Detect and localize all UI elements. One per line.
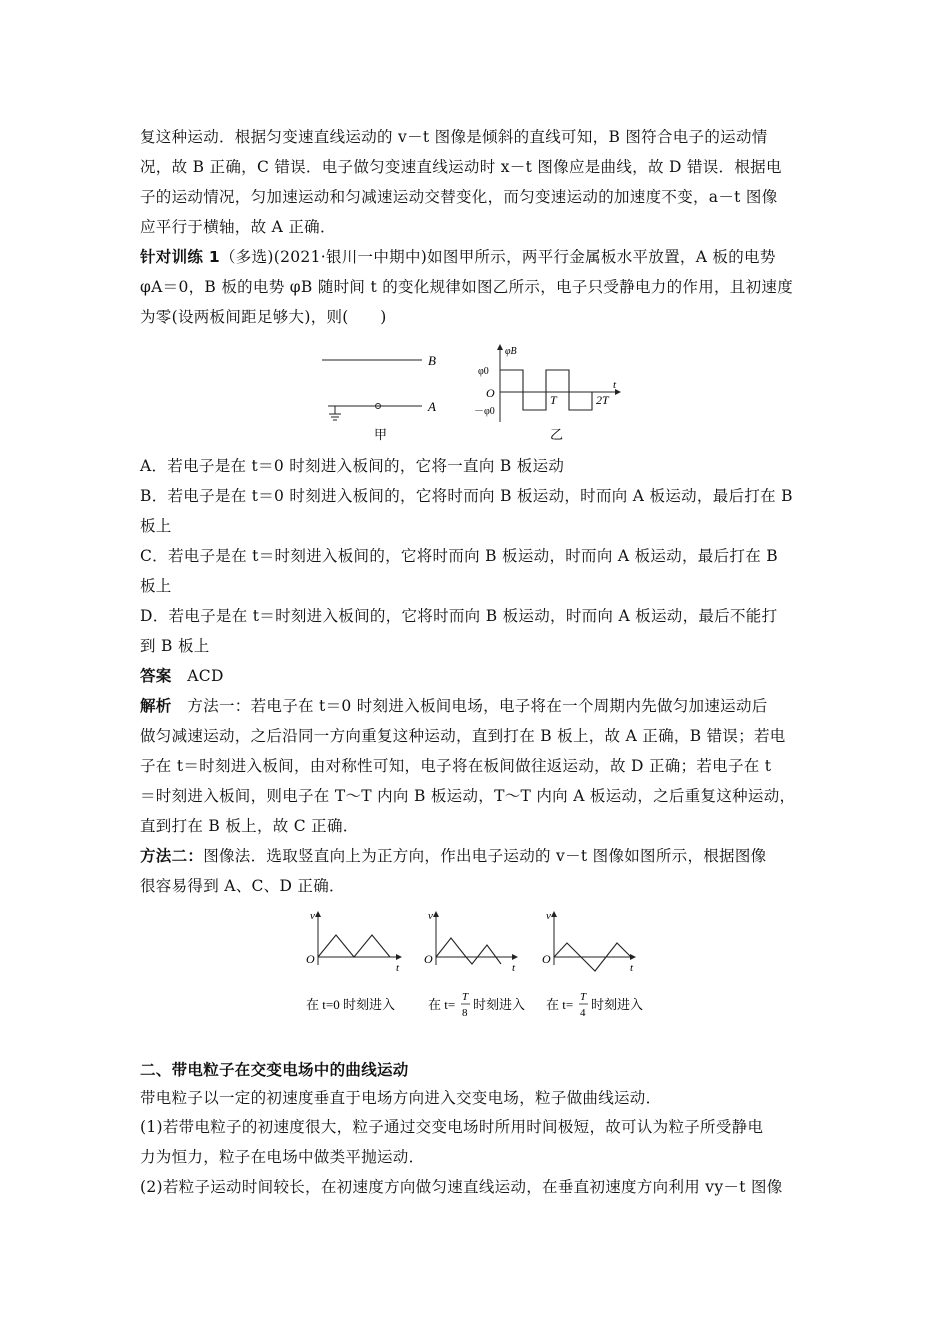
section-line-1: 带电粒子以一定的初速度垂直于电场方向进入交变电场，粒子做曲线运动． <box>140 1089 662 1107</box>
axis-t-label: t <box>613 379 617 391</box>
tick-2T-label: 2T <box>596 393 609 407</box>
problem-label: 针对训练 1 <box>140 248 220 266</box>
fraction-numerator: T <box>462 991 469 1003</box>
axis-t-label: t <box>512 962 516 974</box>
axis-phi-label: φB <box>505 346 517 357</box>
caption-1: 在 t=0 时刻进入 <box>306 997 395 1012</box>
section-line-3: 力为恒力，粒子在电场中做类平抛运动． <box>140 1148 425 1166</box>
problem-line-3: 为零(设两板间距足够大)，则( ) <box>140 308 387 326</box>
origin-label: O <box>486 386 495 400</box>
answer-label: 答案 <box>140 667 172 685</box>
origin-label: O <box>424 952 433 966</box>
caption-2 <box>428 991 525 1019</box>
phi0-label: φ0 <box>478 366 489 377</box>
axis-v-label: v <box>428 910 433 922</box>
vt-curve <box>436 938 501 964</box>
option-c-line-1: C．若电子是在 t＝时刻进入板间的，它将时而向 B 板运动，时而向 A 板运动，最后打在 B <box>140 547 778 565</box>
svg-text:时刻进入: 时刻进入 <box>591 997 644 1012</box>
method2-label: 方法二： <box>140 847 204 865</box>
analysis-line-2: 做匀减速运动，之后沿同一方向重复这种运动，直到打在 B 板上，故 A 正确，B 错误；若电 <box>140 727 786 745</box>
phi-axis-arrow-icon <box>497 344 503 350</box>
method2-line-2: 很容易得到 A、C、D 正确． <box>140 877 345 895</box>
t-arrow-icon <box>396 954 402 960</box>
section-line-4: (2)若粒子运动时间较长，在初速度方向做匀速直线运动，在垂直初速度方向利用 vy－t 图像 <box>140 1178 783 1196</box>
svg-text:时刻进入: 时刻进入 <box>473 997 526 1012</box>
analysis-line-1 <box>140 696 768 716</box>
axis-v-label: v <box>546 910 551 922</box>
analysis-text-1: 方法一：若电子在 t＝0 时刻进入板间电场，电子将在一个周期内先做匀加速运动后 <box>171 697 768 715</box>
vt-graph-3 <box>542 910 636 974</box>
option-a: A．若电子是在 t＝0 时刻进入板间的，它将一直向 B 板运动 <box>140 457 565 475</box>
option-b-line-1: B．若电子是在 t＝0 时刻进入板间的，它将时而向 B 板运动，时而向 A 板运动，最后打在 B <box>140 487 793 505</box>
caption-yi: 乙 <box>550 427 564 442</box>
origin-label: O <box>306 952 315 966</box>
v-arrow-icon <box>551 911 557 917</box>
v-arrow-icon <box>433 911 439 917</box>
plate-a-label: A <box>428 399 436 414</box>
square-wave <box>500 370 592 410</box>
vt-graph-2 <box>424 910 518 974</box>
fraction-denominator: 8 <box>462 1007 468 1019</box>
option-d-line-2: 到 B 板上 <box>140 637 210 655</box>
answer-line <box>140 666 224 686</box>
intro-line-2: 况，故 B 正确，C 错误．电子做匀变速直线运动时 x－t 图像应是曲线，故 D 错误．根据电 <box>140 158 782 176</box>
ground-icon <box>329 406 341 420</box>
t-arrow-icon <box>512 954 518 960</box>
caption-3 <box>546 991 643 1019</box>
axis-v-label: v <box>310 910 315 922</box>
intro-line-1: 复这种运动．根据匀变速直线运动的 v－t 图像是倾斜的直线可知，B 图符合电子的运动情 <box>140 128 768 146</box>
method2-line-1 <box>140 846 766 866</box>
figure-1 <box>310 342 630 447</box>
svg-text:在 t=: 在 t= <box>428 997 456 1012</box>
fraction-numerator: T <box>580 991 587 1003</box>
analysis-label: 解析 <box>140 697 172 715</box>
plate-b-label: B <box>428 353 436 368</box>
tick-T-label: T <box>550 393 557 407</box>
phi-t-graph <box>474 344 621 422</box>
problem-line-1 <box>140 247 776 267</box>
problem-text-1: （多选)(2021·银川一中期中)如图甲所示，两平行金属板水平放置，A 板的电势 <box>219 248 776 266</box>
analysis-line-4: ＝时刻进入板间，则电子在 T～T 内向 B 板运动，T～T 内向 A 板运动，之后重复这种运动， <box>140 787 796 805</box>
option-c-line-2: 板上 <box>140 577 172 595</box>
figure-2 <box>298 905 668 1020</box>
answer-value: ACD <box>187 667 224 685</box>
section-heading: 二、带电粒子在交变电场中的曲线运动 <box>140 1061 409 1079</box>
option-b-line-2: 板上 <box>140 517 172 535</box>
section-line-2: (1)若带电粒子的初速度很大，粒子通过交变电场时所用时间极短，故可认为粒子所受静电 <box>140 1118 764 1136</box>
intro-line-3: 子的运动情况，匀加速运动和匀减速运动交替变化，而匀变速运动的加速度不变，a－t 图像 <box>140 188 778 206</box>
origin-label: O <box>542 952 551 966</box>
vt-curve <box>318 935 390 957</box>
analysis-line-5: 直到打在 B 板上，故 C 正确． <box>140 817 359 835</box>
option-d-line-1: D．若电子是在 t＝时刻进入板间的，它将时而向 B 板运动，时而向 A 板运动，最后不能打 <box>140 607 778 625</box>
v-arrow-icon <box>315 911 321 917</box>
neg-phi0-label: －φ0 <box>474 406 495 417</box>
axis-t-label: t <box>630 962 634 974</box>
vt-graph-1 <box>306 910 402 974</box>
caption-jia: 甲 <box>374 427 388 442</box>
svg-text:在 t=: 在 t= <box>546 997 574 1012</box>
fraction-denominator: 4 <box>580 1007 586 1019</box>
problem-line-2: φA＝0，B 板的电势 φB 随时间 t 的变化规律如图乙所示，电子只受静电力的作用，且初速度 <box>140 278 794 296</box>
method2-text-1: 图像法．选取竖直向上为正方向，作出电子运动的 v－t 图像如图所示，根据图像 <box>203 847 767 865</box>
axis-t-label: t <box>396 962 400 974</box>
intro-line-4: 应平行于横轴，故 A 正确． <box>140 218 336 236</box>
analysis-line-3: 子在 t＝时刻进入板间，由对称性可知，电子将在板间做往返运动，故 D 正确；若电子在 t <box>140 757 772 775</box>
